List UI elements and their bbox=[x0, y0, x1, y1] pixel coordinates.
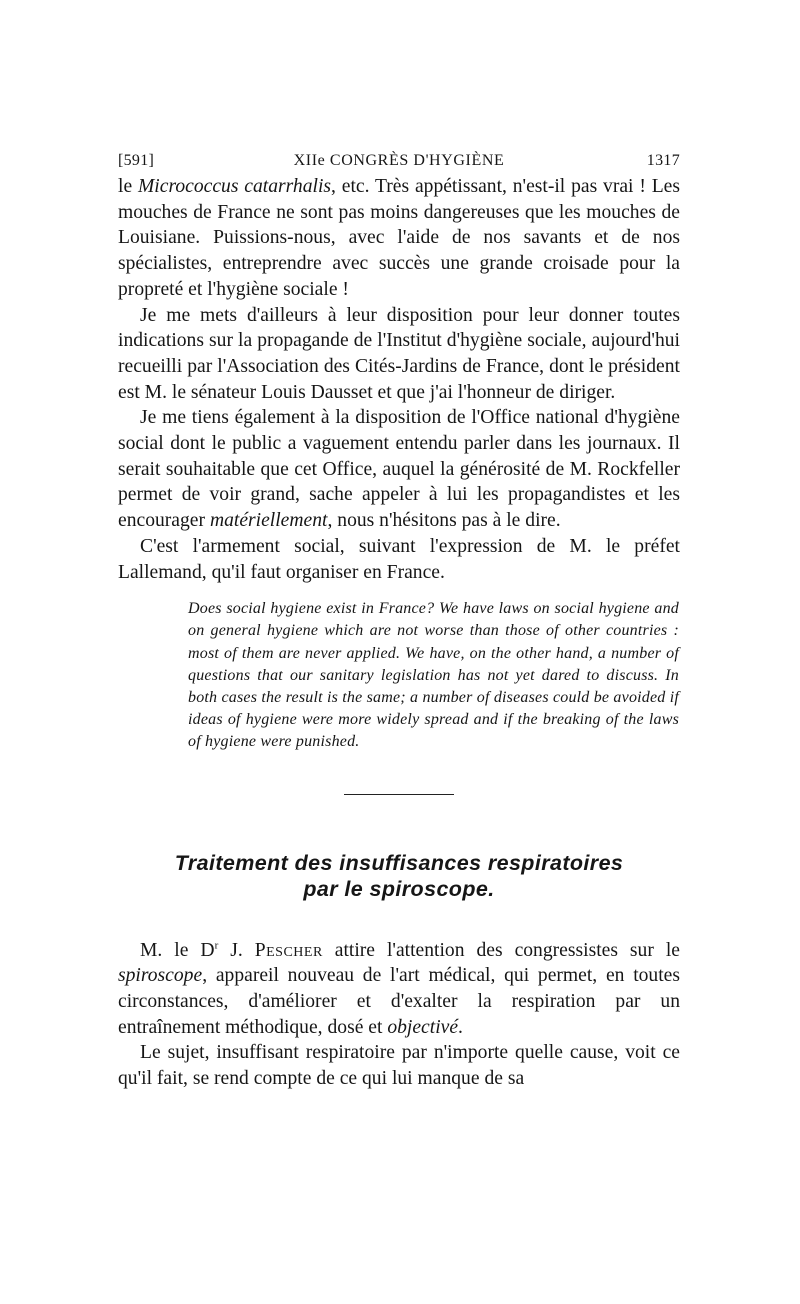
italic-term: spiroscope bbox=[118, 965, 203, 987]
section-divider bbox=[344, 794, 454, 795]
paragraph-text: , etc. Très appétissant, n'est-il pas vrai ! Les mouches de France ne sont pas moins dangereuses que les mouches de Louisiane. Puissions-nous, avec l'aide de nos savants et de nos spécialistes, entreprendre avec succès une grande croisade pour la propreté et l'hygiène sociale ! bbox=[118, 176, 680, 300]
paragraph-text-cont: , appareil nouveau de l'art médical, qui permet, en toutes circonstances, d'améliorer et d'exalter la respiration par un entraînement méthodique, dosé et bbox=[118, 965, 680, 1038]
paragraph-text: Je me tiens également à la disposition de l'Office national d'hygiène social dont le public a vaguement entendu parler dans les journaux. Il serait souhaitable que cet Office, auquel la générosité de M. Rockfeller permet de voir grand, sache appeler à lui les propagandistes et les encourager bbox=[118, 407, 680, 532]
paragraph-end: . bbox=[458, 1016, 463, 1038]
paragraph-lead: le bbox=[118, 176, 138, 197]
author-initial: J. bbox=[218, 939, 255, 961]
section-body bbox=[118, 938, 680, 1092]
page-number: 1317 bbox=[646, 152, 680, 169]
body-paragraph-3 bbox=[118, 405, 680, 534]
section-title bbox=[118, 850, 680, 902]
running-title: XIIe CONGRÈS D'HYGIÈNE bbox=[293, 152, 505, 169]
body-paragraph-4: C'est l'armement social, suivant l'expression de M. le préfet Lallemand, qu'il faut organiser en France. bbox=[118, 535, 680, 583]
italic-term: Micrococcus catarrhalis bbox=[137, 176, 332, 197]
section-title-line-1: Traitement des insuffisances respiratoires bbox=[174, 850, 624, 875]
paragraph-text-end: , nous n'hésitons pas à le dire. bbox=[327, 510, 561, 532]
body-paragraph-2: Je me mets d'ailleurs à leur disposition pour leur donner toutes indications sur la propagande de l'Institut d'hygiène sociale, aujourd'hui recueilli par l'Association des Cités-Jardins de France, dont le président est M. le sénateur Louis Dausset et que j'ai l'honneur de diriger. bbox=[118, 304, 680, 403]
page-reference: [591] bbox=[118, 152, 155, 169]
author-name: Pescher bbox=[254, 939, 323, 961]
italic-term: matériellement bbox=[209, 510, 328, 532]
italic-term-end: objectivé bbox=[387, 1016, 459, 1038]
author-prefix: M. le D bbox=[140, 939, 215, 961]
section-title-line-2: par le spiroscope. bbox=[303, 876, 495, 901]
author-title-sup: r bbox=[214, 939, 219, 952]
section-paragraph-1 bbox=[118, 938, 680, 1041]
english-summary: Does social hygiene exist in France? We have laws on social hygiene and on general hygiene which are not worse than those of other countries : most of them are never applied. We have, on the other hand, a number of questions that our sanitary legislation has not yet dared to discuss. In both cases the result is the same; a number of diseases could be avoided if ideas of hygiene were more widely spread and if the breaking of the laws of hygiene were punished. bbox=[188, 600, 679, 751]
section-paragraph-2: Le sujet, insuffisant respiratoire par n'importe quelle cause, voit ce qu'il fait, se rend compte de ce qui lui manque de sa bbox=[118, 1042, 680, 1090]
body-paragraph-1 bbox=[118, 174, 680, 303]
document-page bbox=[118, 146, 680, 1092]
running-head bbox=[118, 146, 680, 174]
paragraph-text: attire l'attention des congressistes sur le bbox=[322, 939, 680, 961]
